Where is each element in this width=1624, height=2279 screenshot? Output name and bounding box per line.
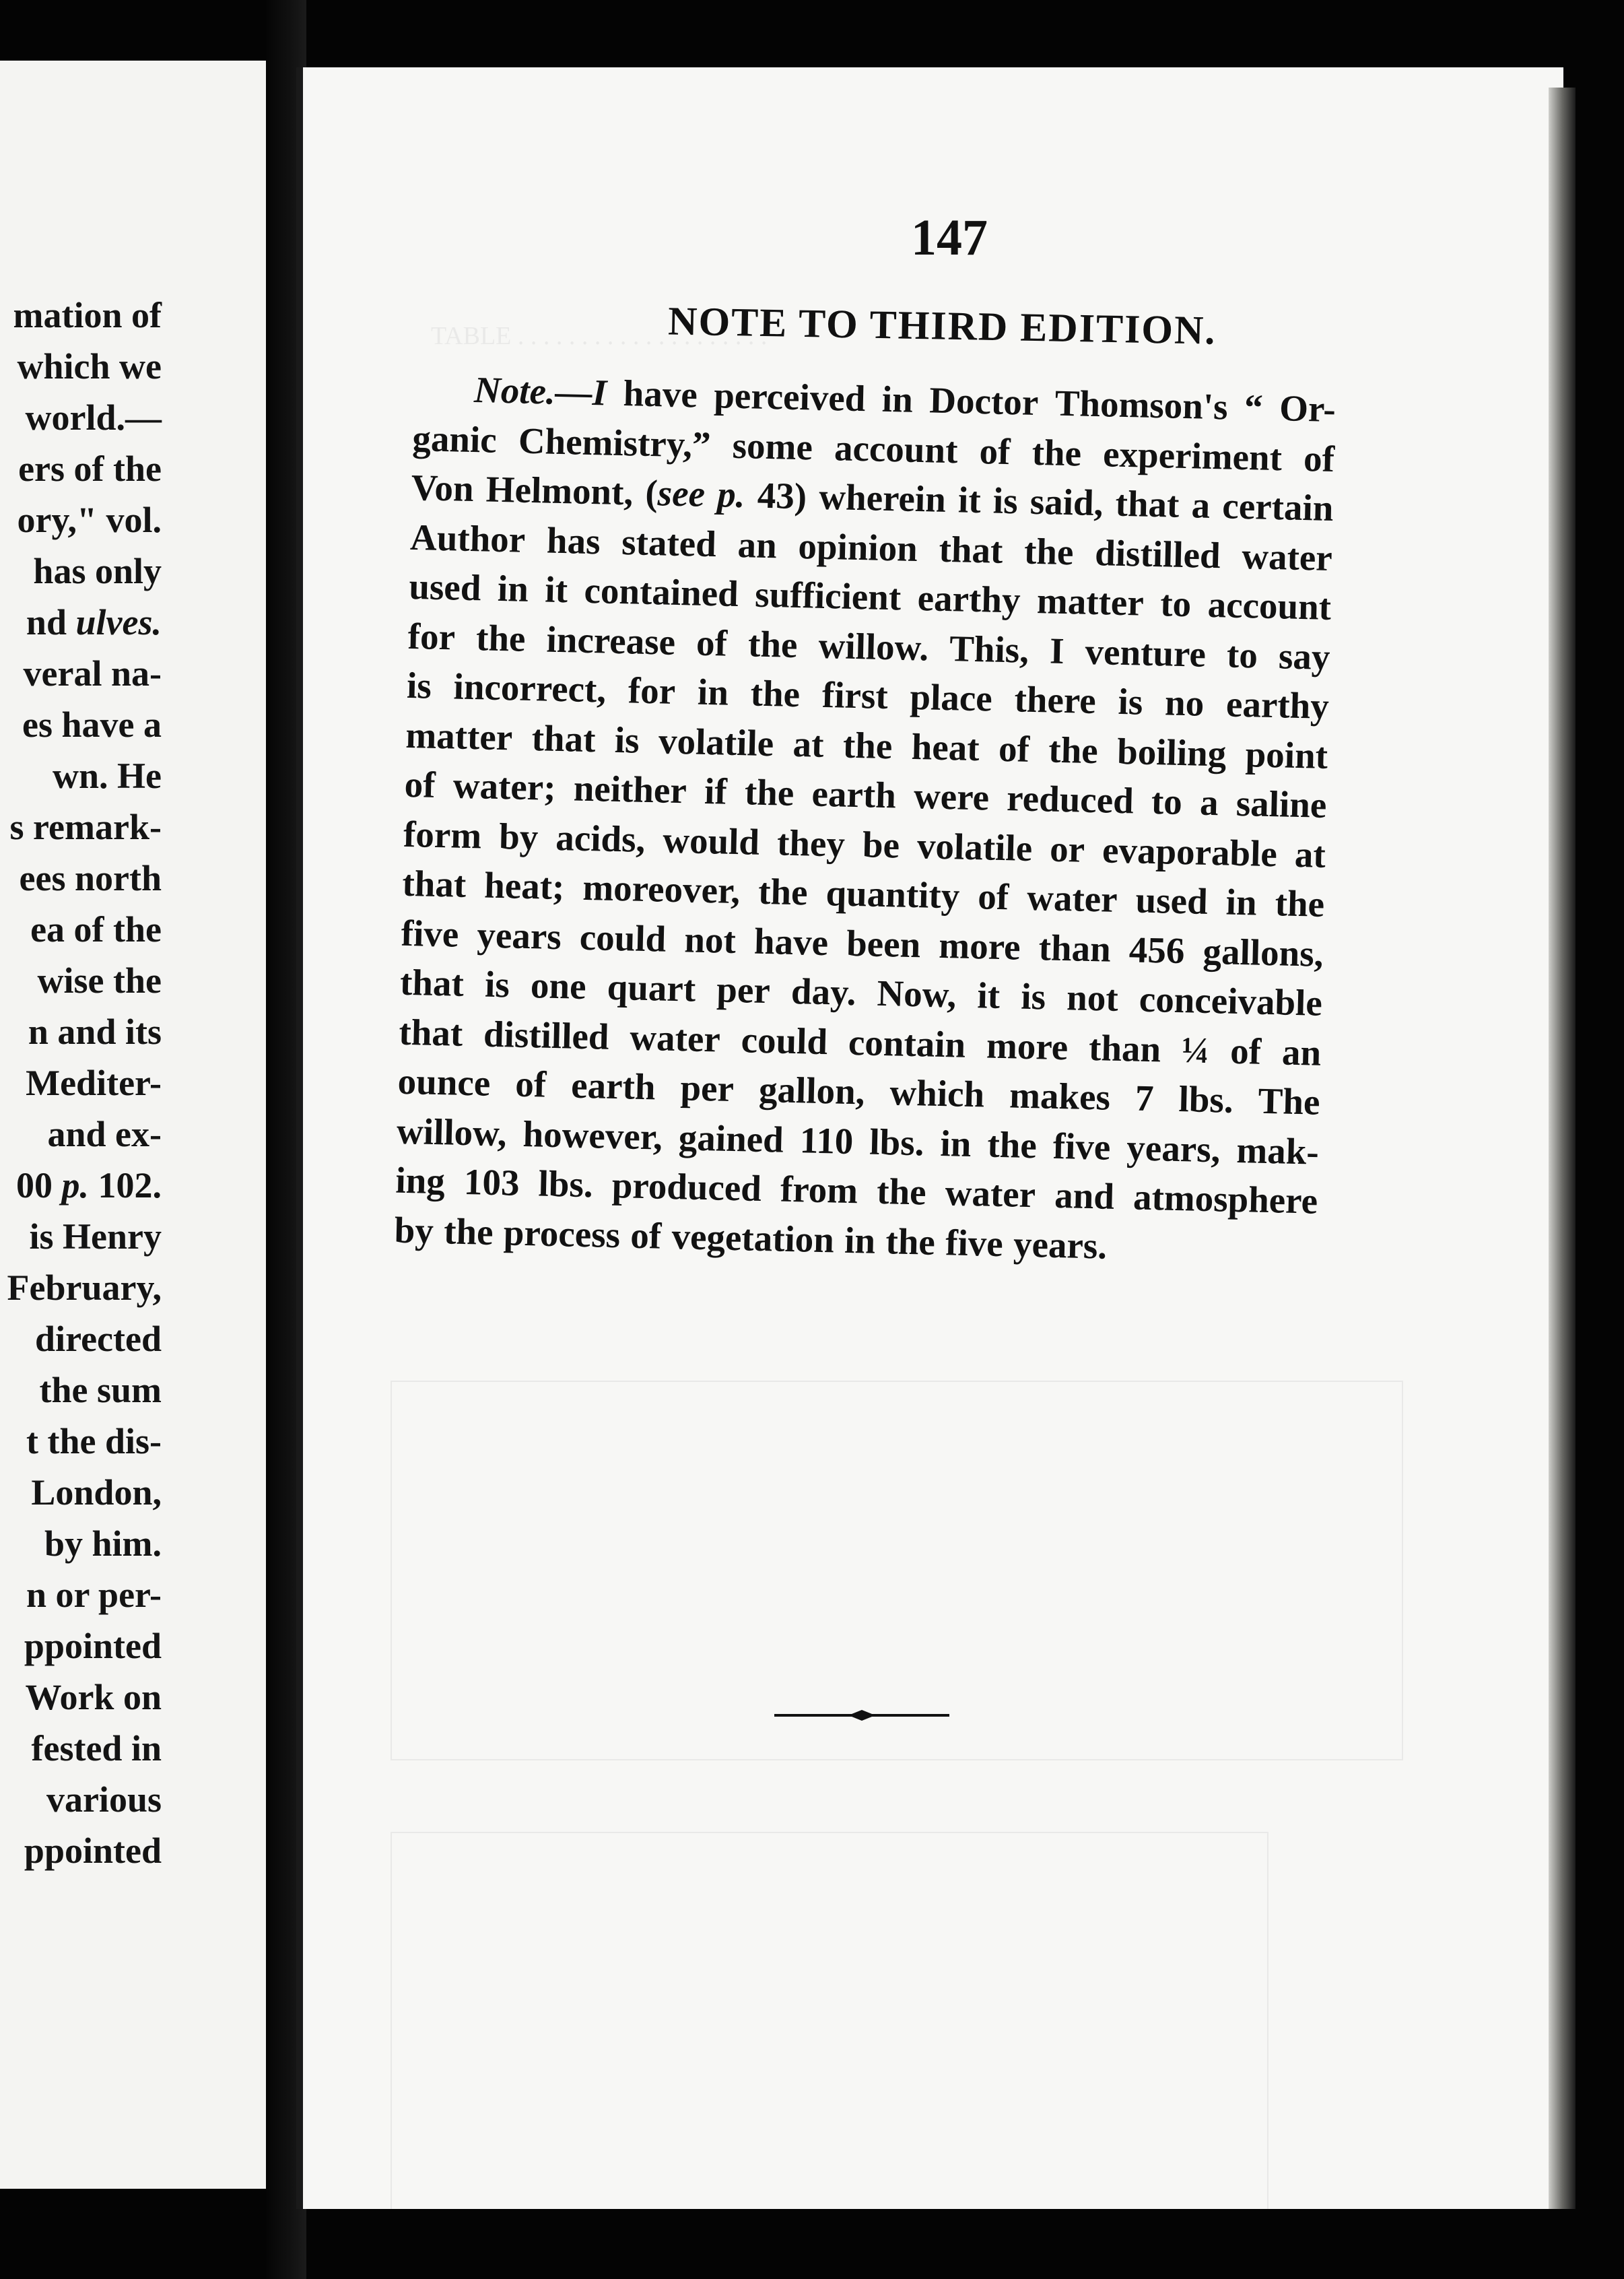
show-through-table [391, 1381, 1403, 1760]
previous-page-line: the sum [39, 1370, 162, 1410]
previous-page-line: has only [33, 551, 162, 591]
previous-page-line: Work on [25, 1677, 162, 1717]
note-line: that distilled water could contain more than ¼ of an [398, 1011, 1322, 1074]
page-edge [1549, 88, 1576, 2209]
note-line: used in it contained sufficient earthy matter to account [408, 565, 1332, 628]
note-line: that heat; moreover, the quantity of water used in the [401, 862, 1325, 925]
previous-page-line: ers of the [18, 449, 162, 489]
previous-page-line: ea of the [30, 909, 162, 950]
show-through-table-2 [391, 1832, 1268, 2209]
note-line: for the increase of the willow. This, I venture to say [407, 615, 1331, 678]
note-line: form by acids, would they be volatile or evaporable at [403, 813, 1326, 876]
previous-page-line: directed [35, 1319, 162, 1359]
previous-page-line: fested in [31, 1728, 162, 1769]
previous-page-line: wise the [37, 960, 162, 1001]
previous-page-line: n and its [28, 1012, 162, 1052]
note-line: matter that is volatile at the heat of the boiling point [405, 714, 1328, 777]
previous-page-line: s remark- [9, 807, 162, 847]
note-line: Note.—I have perceived in Doctor Thomson's “ Or- [413, 364, 1336, 434]
current-page [296, 67, 1563, 2209]
previous-page-line: London, [31, 1472, 162, 1513]
page-number: 147 [911, 209, 988, 266]
previous-page-text [0, 290, 162, 1876]
previous-page-line: various [46, 1779, 162, 1820]
note-heading: NOTE TO THIRD EDITION. [667, 298, 1217, 353]
previous-page-line: and ex- [47, 1114, 162, 1154]
previous-page-line: veral na- [23, 653, 162, 694]
note-line: of water; neither if the earth were reduced to a saline [404, 763, 1328, 826]
previous-page-line: 00 p. 102. [16, 1165, 162, 1205]
note-line: that is one quart per day. Now, it is not conceivable [399, 961, 1323, 1024]
previous-page-line: nd ulves. [26, 602, 162, 642]
previous-page-line: ees north [19, 858, 162, 898]
previous-page-line: February, [7, 1267, 162, 1308]
previous-page [0, 61, 266, 2189]
previous-page-line: ppointed [24, 1626, 162, 1666]
previous-page-line: n or per- [26, 1575, 162, 1615]
ornamental-rule [774, 1705, 949, 1725]
previous-page-line: ppointed [24, 1830, 162, 1871]
note-label: Note.—I [473, 369, 607, 414]
note-line: Author has stated an opinion that the distilled water [409, 516, 1333, 579]
note-body [394, 364, 1337, 1276]
previous-page-line: mation of [13, 295, 162, 335]
show-through-text: TABLE . . . . . . . . . . . . . . . . . . . . [431, 322, 768, 350]
note-line: ing 103 lbs. produced from the water and atmosphere [395, 1159, 1318, 1222]
note-line: by the process of vegetation in the five years. [394, 1209, 1108, 1267]
previous-page-line: is Henry [29, 1216, 162, 1257]
previous-page-line: which we [17, 346, 162, 387]
note-line: ganic Chemistry,” some account of the experiment of [411, 417, 1335, 480]
previous-page-line: t the dis- [26, 1421, 162, 1461]
previous-page-line: ory," vol. [17, 500, 162, 540]
previous-page-line: es have a [22, 704, 162, 745]
note-line: willow, however, gained 110 lbs. in the five years, mak- [396, 1110, 1320, 1172]
previous-page-line: Mediter- [26, 1063, 162, 1103]
note-line: ounce of earth per gallon, which makes 7 lbs. The [397, 1060, 1321, 1123]
previous-page-line: wn. He [53, 756, 162, 796]
note-line: five years could not have been more than 456 gallons, [401, 912, 1324, 975]
previous-page-line: by him. [44, 1523, 162, 1564]
previous-page-line: world.— [25, 397, 162, 438]
note-line: is incorrect, for in the first place there is no earthy [406, 664, 1330, 727]
note-line: Von Helmont, (see p. 43) wherein it is said, that a certain [411, 466, 1334, 529]
